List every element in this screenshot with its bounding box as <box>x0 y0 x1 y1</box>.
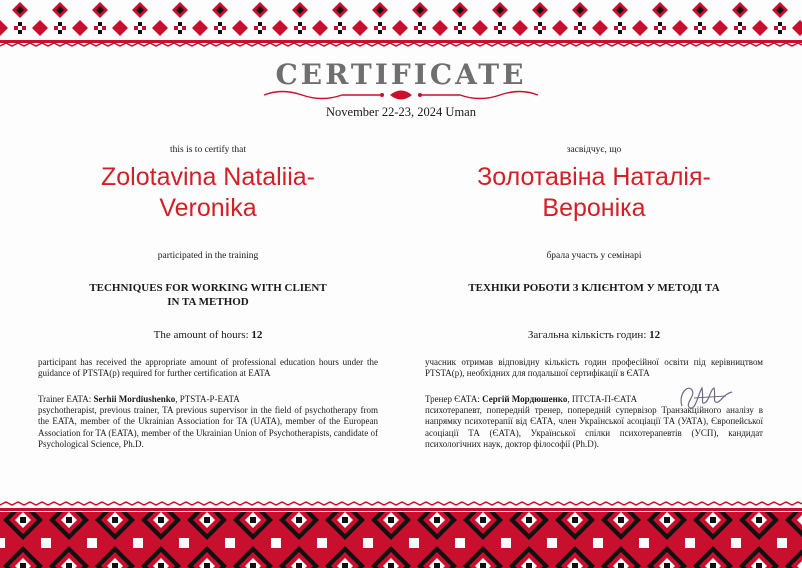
hours-line <box>38 329 378 341</box>
course-title-line2: IN TA METHOD <box>167 296 249 308</box>
signature-icon <box>674 380 736 414</box>
course-title <box>38 281 378 309</box>
participated-text-ua: брала участь у семінарі <box>546 251 642 261</box>
recipient-name <box>38 162 378 224</box>
hours-value-ua: 12 <box>649 329 661 341</box>
trainer-bio: psychotherapist, previous trainer, TA previous supervisor in the field of psychotherapy from the EATA, member of the Ukrainian Association for TA (UATA), member of the European Association for TA (EATA), member of the Ukrainian Union of Psychotherapists, candidate of Psychological Science, Ph.D. <box>38 405 378 449</box>
certify-text: this is to certify that <box>170 145 246 155</box>
top-embroidery-border-icon <box>0 0 802 50</box>
hours-line-ua <box>425 329 763 341</box>
trainer-credentials: , PTSTA-P-EATA <box>175 394 240 404</box>
received-text: participant has received the appropriate amount of professional education hours under the guidance of PTSTA(p) required for further certification at EATA <box>38 357 378 378</box>
bottom-embroidery-border-icon <box>0 497 802 568</box>
ukrainian-column <box>425 145 763 465</box>
hours-label-ua: Загальна кількість годин: <box>527 329 647 341</box>
trainer-label-ua: Тренер ЄАТА: <box>425 394 480 404</box>
recipient-name-ua-line1: Золотавіна Наталія- <box>477 163 711 191</box>
certify-text-ua: засвідчує, що <box>566 145 622 155</box>
trainer-bio-ua: психотерапевт, попередній тренер, попередній супервізор Транзакційного аналізу в напрямку психотерапії від ЄАТА, член Української асоціації ТА (УАТА), Європейської асоціації ТА (ЄАТА), Української спілки психотерапевтів (УСП), кандидат психологічних наук, доктор філософії (Ph.D). <box>425 405 763 449</box>
course-title-ua: ТЕХНІКИ РОБОТИ З КЛІЄНТОМ У МЕТОДІ ТА <box>468 282 720 294</box>
hours-value: 12 <box>251 329 263 341</box>
trainer-credentials-ua: , ПТСТА-П-ЄАТА <box>567 394 638 404</box>
certificate-title: CERTIFICATE <box>275 58 527 91</box>
received-text-ua: учасник отримав відповідну кількість годин професійної освіти під керівництвом PTSTA(p), необхідних для подальшої сертифікації в ЄАТА <box>425 357 763 378</box>
english-column <box>38 145 378 465</box>
title-flourish-icon <box>262 88 540 102</box>
recipient-name-ua-line2: Вероніка <box>542 194 646 222</box>
recipient-name-line2: Veronika <box>159 194 257 222</box>
date-place: November 22-23, 2024 Uman <box>326 105 476 119</box>
trainer-name: Serhii Mordiushenko <box>93 394 176 404</box>
trainer-name-ua: Сергій Мордюшенко <box>482 394 568 404</box>
participated-text: participated in the training <box>157 251 259 261</box>
recipient-name-ua <box>425 162 763 224</box>
hours-label: The amount of hours: <box>153 329 249 341</box>
recipient-name-line1: Zolotavina Nataliia- <box>101 163 315 191</box>
trainer-label: Trainer EATA: <box>38 394 92 404</box>
trainer-block <box>38 394 378 450</box>
course-title-line1: TECHNIQUES FOR WORKING WITH CLIENT <box>89 282 327 294</box>
